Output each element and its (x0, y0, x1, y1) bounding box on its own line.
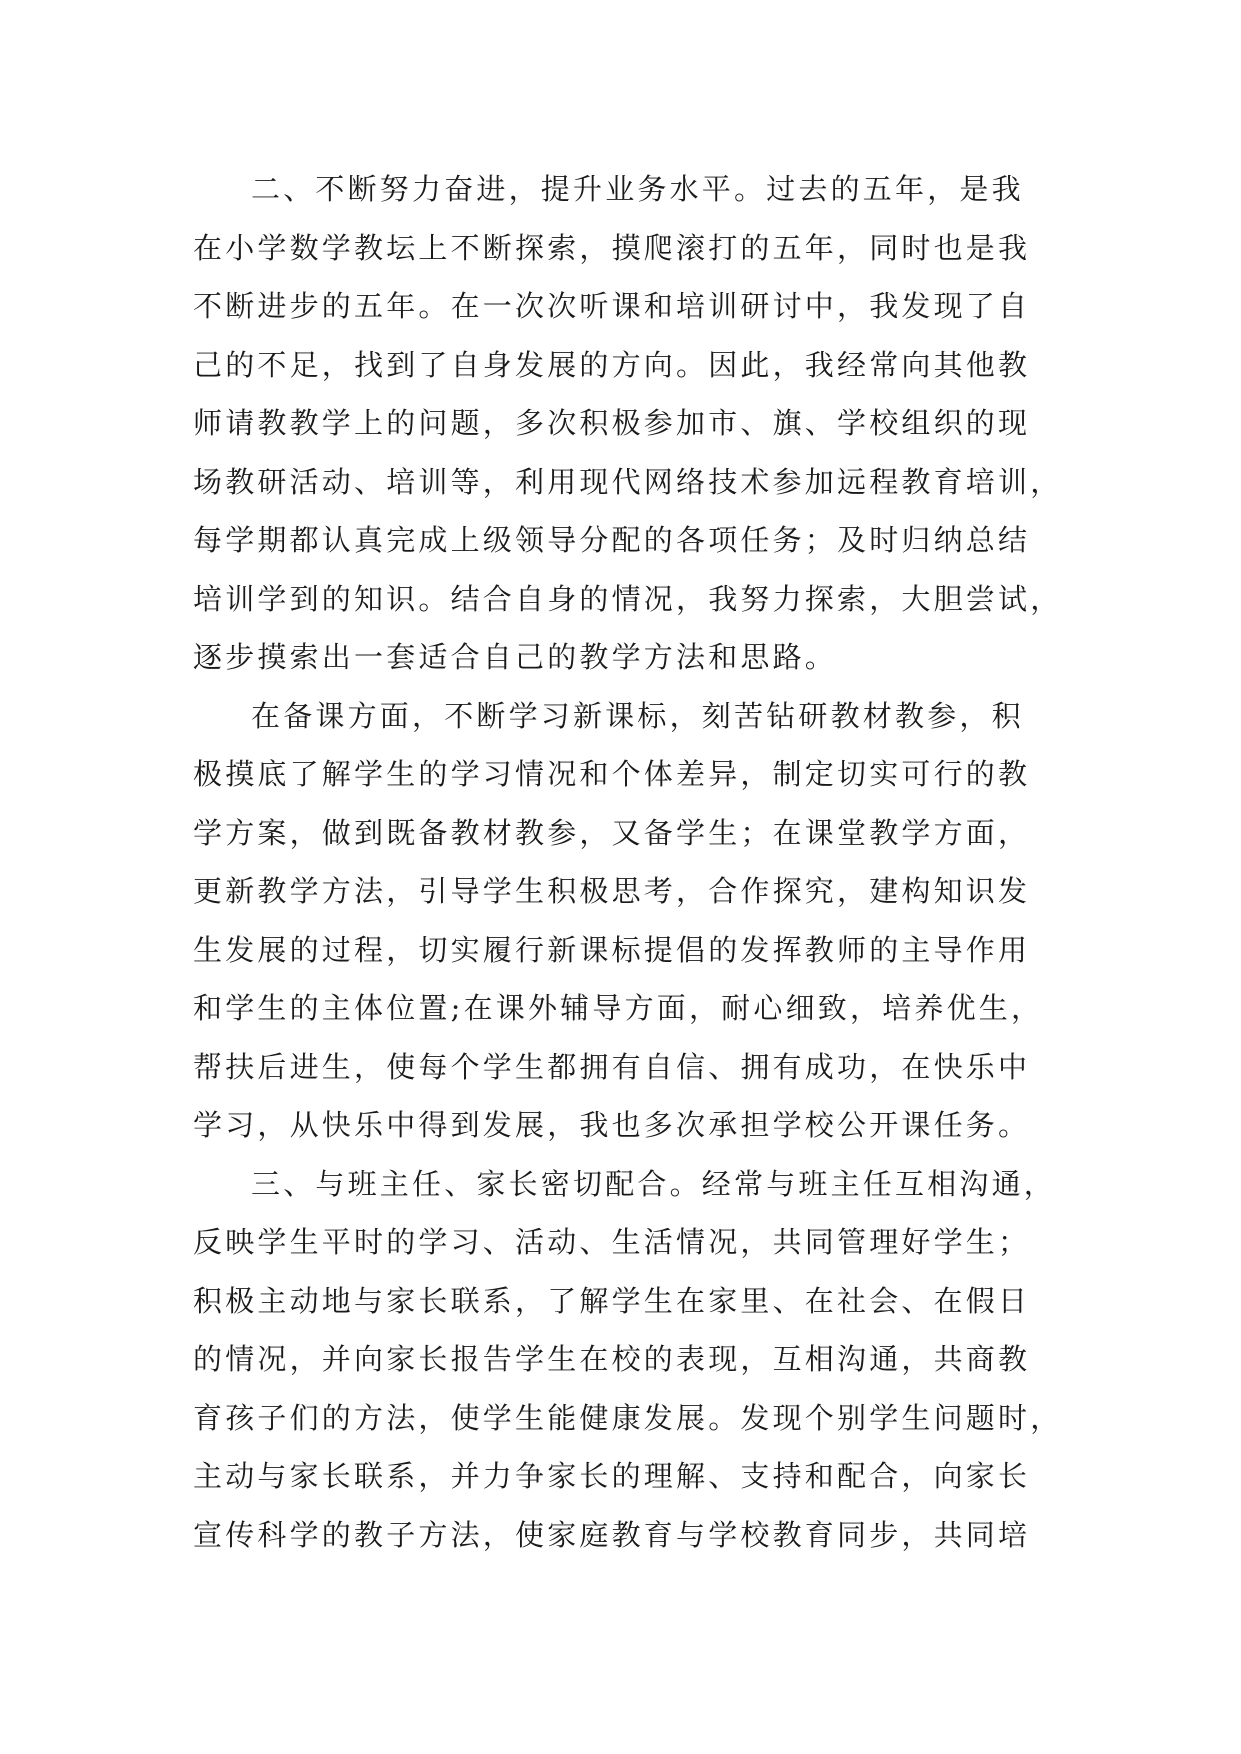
text-line: 每学期都认真完成上级领导分配的各项任务；及时归纳总结 (193, 523, 1031, 557)
text-line: 师请教教学上的问题，多次积极参加市、旗、学校组织的现 (193, 406, 1031, 440)
body-text (193, 160, 1073, 1564)
text-line: 不断进步的五年。在一次次听课和培训研讨中，我发现了自 (193, 289, 1031, 323)
text-line: 学习，从快乐中得到发展，我也多次承担学校公开课任务。 (193, 1108, 1031, 1142)
text-line: 二、不断努力奋进，提升业务水平。过去的五年，是我 (251, 172, 1024, 206)
text-line: 在备课方面，不断学习新课标，刻苦钻研教材教参，积 (251, 698, 1024, 733)
text-line: 逐步摸索出一套适合自己的教学方法和思路。 (193, 640, 838, 674)
text-line: 的情况，并向家长报告学生在校的表现，互相沟通，共商教 (193, 1342, 1031, 1376)
text-line: 生发展的过程，切实履行新课标提倡的发挥教师的主导作用 (193, 932, 1031, 967)
text-line: 和学生的主体位置;在课外辅导方面，耐心细致，培养优生， (193, 991, 1044, 1025)
text-line: 积极主动地与家长联系，了解学生在家里、在社会、在假日 (193, 1283, 1031, 1318)
text-line: 三、与班主任、家长密切配合。经常与班主任互相沟通， (251, 1166, 1057, 1201)
text-line: 场教研活动、培训等，利用现代网络技术参加远程教育培训， (193, 464, 1063, 499)
text-line: 育孩子们的方法，使学生能健康发展。发现个别学生问题时， (193, 1400, 1063, 1435)
text-line: 在小学数学教坛上不断探索，摸爬滚打的五年，同时也是我 (193, 230, 1031, 265)
text-line: 帮扶后进生，使每个学生都拥有自信、拥有成功，在快乐中 (193, 1049, 1031, 1084)
text-line: 极摸底了解学生的学习情况和个体差异，制定切实可行的教 (193, 757, 1031, 791)
text-line: 宣传科学的教子方法，使家庭教育与学校教育同步，共同培 (193, 1517, 1031, 1552)
text-line: 反映学生平时的学习、活动、生活情况，共同管理好学生； (193, 1225, 1031, 1259)
text-line: 己的不足，找到了自身发展的方向。因此，我经常向其他教 (193, 347, 1031, 382)
text-line: 更新教学方法，引导学生积极思考，合作探究，建构知识发 (193, 874, 1031, 908)
text-line: 主动与家长联系，并力争家长的理解、支持和配合，向家长 (193, 1459, 1031, 1493)
text-line: 学方案，做到既备教材教参，又备学生；在课堂教学方面， (193, 815, 1031, 850)
text-line: 培训学到的知识。结合自身的情况，我努力探索，大胆尝试， (193, 581, 1063, 616)
